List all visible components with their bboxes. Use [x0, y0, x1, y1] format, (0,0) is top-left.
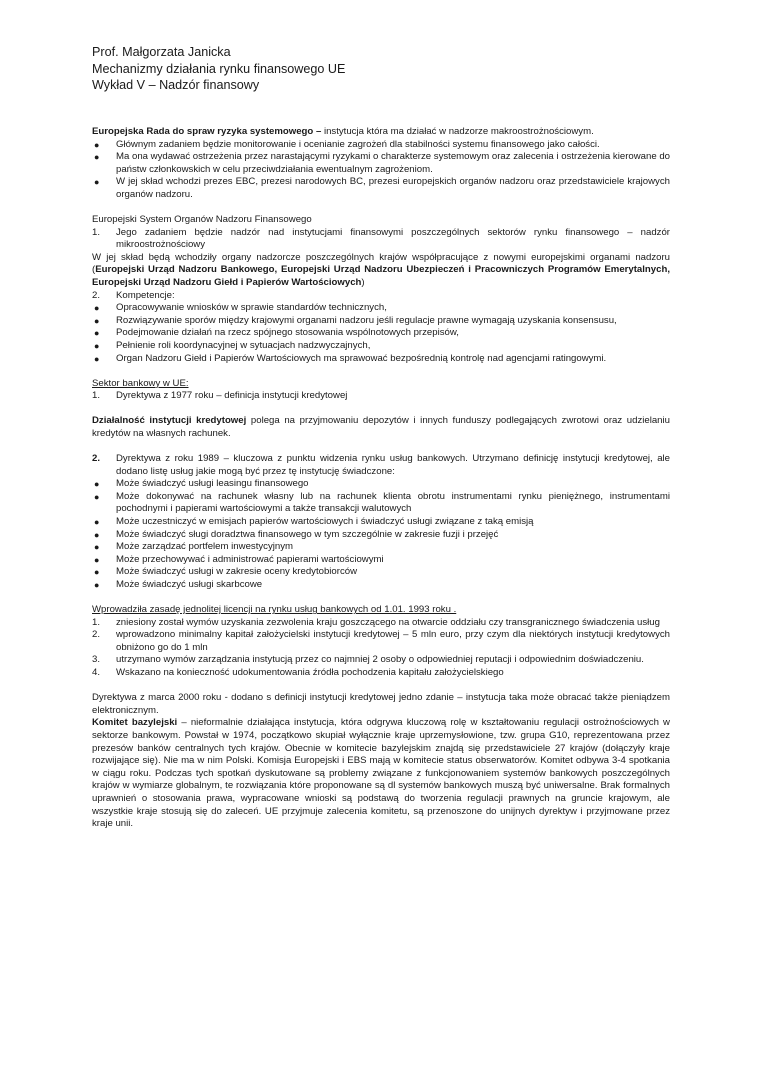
- list-item: [92, 579, 670, 592]
- list-item-text: Może zarządzać portfelem inwestycyjnym: [116, 541, 294, 553]
- item-number: 4.: [92, 667, 101, 679]
- bullet-icon: ●: [94, 491, 100, 502]
- item-number: 1.: [92, 226, 101, 238]
- list-item-text: Może świadczyć usługi leasingu finansowego: [116, 478, 309, 490]
- bullet-icon: ●: [94, 315, 100, 326]
- list-item: [92, 654, 670, 667]
- bullet-icon: ●: [94, 139, 100, 150]
- credit-activity-paragraph: [92, 415, 670, 440]
- document-body: [92, 126, 670, 831]
- list-item-text: Jego zadaniem będzie nadzór nad instytucjami finansowymi poszczególnych sektorów rynku finansowego – nadzór mikroostrożnościowy: [116, 226, 670, 251]
- list-item: [92, 290, 670, 303]
- list-item-text: Może świadczyć usługi skarbcowe: [116, 579, 263, 590]
- list-item-text: utrzymano wymów zarządzania instytucją przez co najmniej 2 osoby o odpowiedniej reputacji i odpowiednim doświadczeniu.: [116, 654, 644, 666]
- item-number: 1.: [92, 390, 101, 402]
- list-item: [92, 667, 670, 680]
- list-item-text: Wskazano na konieczność udokumentowania źródła pochodzenia kapitału założycielskiego: [116, 667, 504, 679]
- list-item-text: Może przechowywać i administrować papierami wartościowymi: [116, 553, 384, 565]
- item-number: 2.: [92, 289, 101, 301]
- list-item: [92, 139, 670, 152]
- bullet-icon: ●: [94, 529, 100, 540]
- list-item-text: Może świadczyć sługi doradztwa finansowego w tym szczególnie w zakresie fuzji i przejęć: [116, 528, 499, 540]
- list-item: [92, 617, 670, 630]
- bullet-icon: ●: [94, 580, 100, 590]
- item-number: 2.: [92, 453, 101, 465]
- bullet-icon: ●: [94, 554, 100, 565]
- item-number: 1.: [92, 616, 101, 628]
- list-item: [92, 176, 670, 201]
- list-item-text: Ma ona wydawać ostrzeżenia przez narastającymi ryzykami o charakterze systemowym oraz zalecenia i ostrzeżenia kierowane do państw członkowskich w celu przeciwdziałania ewentualnym zagrożeniom.: [116, 151, 671, 175]
- list-item-text: Pełnienie roli koordynacyjnej w sytuacjach nadzwyczajnych,: [116, 340, 371, 351]
- list-item-text: Dyrektywa z roku 1989 – kluczowa z punktu widzenia rynku usług bankowych. Utrzymano definicję instytucji kredytowej, ale dodano listę usług jakie mogą być przez tę instytucję świadczone:: [116, 453, 670, 477]
- item-number: 3.: [92, 654, 101, 666]
- paragraph-text: W jej skład będą wchodziły organy nadzorcze poszczególnych krajów współpracujące z nowymi europejskimi organami nadzoru (: [92, 251, 670, 276]
- bullet-icon: ●: [94, 353, 100, 364]
- esrb-heading-bold: Europejska Rada do spraw ryzyka systemowego –: [92, 126, 322, 137]
- bullet-icon: ●: [94, 479, 100, 490]
- bullet-icon: ●: [94, 542, 100, 553]
- paragraph-bold: Komitet bazylejski: [92, 717, 178, 729]
- list-item-text: Organ Nadzoru Giełd i Papierów Wartościowych ma sprawować bezpośrednią kontrolę nad agencjami ratingowymi.: [116, 352, 607, 364]
- paragraph-text: polega na przyjmowaniu depozytów i innych funduszy podlegających zwrotowi oraz udzielaniu kredytów na własnych rachunek.: [92, 415, 670, 439]
- paragraph-text: ): [361, 277, 365, 289]
- author-line: Prof. Małgorzata Janicka: [92, 45, 231, 59]
- list-item-text: Podejmowanie działań na rzecz spójnego stosowania wspólnotowych przepisów,: [116, 327, 459, 339]
- lecture-line: Wykład V – Nadzór finansowy: [92, 78, 260, 92]
- list-item: [92, 227, 670, 252]
- list-item: [92, 390, 670, 403]
- item-number: 2.: [92, 629, 101, 641]
- esrb-heading-rest: instytucja która ma działać w nadzorze makroostrożnościowym.: [321, 126, 594, 137]
- paragraph-bold: Działalność instytucji kredytowej: [92, 415, 247, 427]
- esfs-paragraph: [92, 252, 670, 290]
- bullet-icon: ●: [94, 567, 100, 578]
- bullet-icon: ●: [94, 177, 100, 188]
- bullet-icon: ●: [94, 517, 100, 528]
- list-item: [92, 491, 670, 516]
- paragraph-text: – nieformalnie działająca instytucja, która odgrywa kluczową rolę w kształtowaniu regulacji ostrożnościowych w sektorze bankowym. Powstał w 1974, początkowo skupiał wyłącznie kraje uprzemysłowione, tzw. grupa G10, reprezentowana przez prezesów banków centralnych tych krajów. Obecnie w komitecie bazylejskim znajdą się przedstawiciele 27 krajów (dołączyły kraje rozwijające się). Nie ma w nim Polski. Komisja Europejski i EBS mają w komitecie status obserwatorów. Komitet odbywa 3-4 spotkania w ciągu roku. Podczas tych spotkań dyskutowane są problemy związane z funkcjonowaniem systemów bankowych poszczególnych krajów w wymiarze globalnym, te rozwiązania które proponowane są dl systemów bankowych muszą być uniwersalne. Brak formalnych uprawnień o stosowania prawa, wypracowane wnioski są podstawą do tworzenia regulacji prawnych na gruncie krajowym, ale wszystkie kraje stosują się do zaleceń. UE przyjmuje zalecenia komitetu, są przenoszone do unijnych dyrektyw i przyjmowane przez kraje unii.: [92, 717, 670, 830]
- esrb-heading: [92, 126, 670, 139]
- bullet-icon: ●: [94, 303, 100, 314]
- list-item: [92, 529, 670, 542]
- list-item-text: zniesiony został wymów uzyskania zezwolenia kraju goszczącego na otwarcie oddziału czy transgranicznego świadczenia usług: [116, 616, 660, 628]
- list-item-text: Może dokonywać na rachunek własny lub na rachunek klienta obrotu instrumentami rynku pieniężnego, instrumentami pochodnymi i papierami wartościowymi a także transakcji walutowych: [116, 490, 670, 515]
- list-item-text: Rozwiązywanie sporów między krajowymi organami nadzoru jeśli regulacje prawne wymagają uzyskania konsensusu,: [116, 314, 617, 326]
- esfs-heading: Europejski System Organów Nadzoru Finansowego: [92, 214, 312, 226]
- list-item-text: Opracowywanie wniosków w sprawie standardów technicznych,: [116, 302, 387, 314]
- single-license-heading: [92, 604, 670, 617]
- list-item-text: Może świadczyć usługi w zakresie oceny kredytobiorców: [116, 566, 358, 578]
- list-item-text: wprowadzono minimalny kapitał założycielski instytucji kredytowej – 5 mln euro, przy czym dla niektórych instytucji kredytowych obniżono go do 1 mln: [116, 629, 670, 653]
- list-item: [92, 541, 670, 554]
- list-item-text: Może uczestniczyć w emisjach papierów wartościowych i świadczyć usługi związane z taką emisją: [116, 516, 534, 528]
- list-item-text: Dyrektywa z 1977 roku – definicja instytucji kredytowej: [116, 390, 348, 402]
- single-license-heading-text: Wprowadziła zasadę jednolitej licencji na rynku usług bankowych od 1.01. 1993 roku .: [92, 604, 457, 616]
- paragraph-bold: Europejski Urząd Nadzoru Bankowego, Europejski Urząd Nadzoru Ubezpieczeń i Pracowniczych Programów Emerytalnych, Europejski Urząd Nadzoru Giełd i Papierów Wartościowych: [92, 264, 670, 289]
- list-item-text: W jej skład wchodzi prezes EBC, prezesi narodowych BC, prezesi europejskich organów nadzoru oraz przedstawiciele krajowych organów nadzoru.: [116, 176, 670, 200]
- bullet-icon: ●: [94, 328, 100, 339]
- list-item: [92, 302, 670, 315]
- list-item: [92, 629, 670, 654]
- banking-sector-heading: [92, 378, 670, 391]
- list-item: [92, 554, 670, 567]
- list-item: [92, 353, 670, 366]
- list-item: [92, 453, 670, 478]
- document-header: [92, 44, 692, 94]
- directive-2000-paragraph: Dyrektywa z marca 2000 roku - dodano s definicji instytucji kredytowej jedno zdanie – instytucja taka może obracać także pieniądzem elektronicznym.: [92, 692, 670, 716]
- list-item: [92, 566, 670, 579]
- list-item: [92, 478, 670, 491]
- list-item: [92, 340, 670, 353]
- list-item: [92, 516, 670, 529]
- basel-committee-paragraph: [92, 717, 670, 830]
- bullet-icon: ●: [94, 152, 100, 163]
- list-item-text: Głównym zadaniem będzie monitorowanie i ocenianie zagrożeń dla stabilności systemu finansowego jako całości.: [116, 138, 600, 150]
- course-line: Mechanizmy działania rynku finansowego UE: [92, 61, 346, 76]
- list-item: [92, 151, 670, 176]
- list-item: [92, 315, 670, 328]
- banking-sector-heading-text: Sektor bankowy w UE:: [92, 377, 189, 389]
- bullet-icon: ●: [94, 341, 100, 351]
- list-item-text: Kompetencje:: [116, 289, 175, 301]
- list-item: [92, 327, 670, 340]
